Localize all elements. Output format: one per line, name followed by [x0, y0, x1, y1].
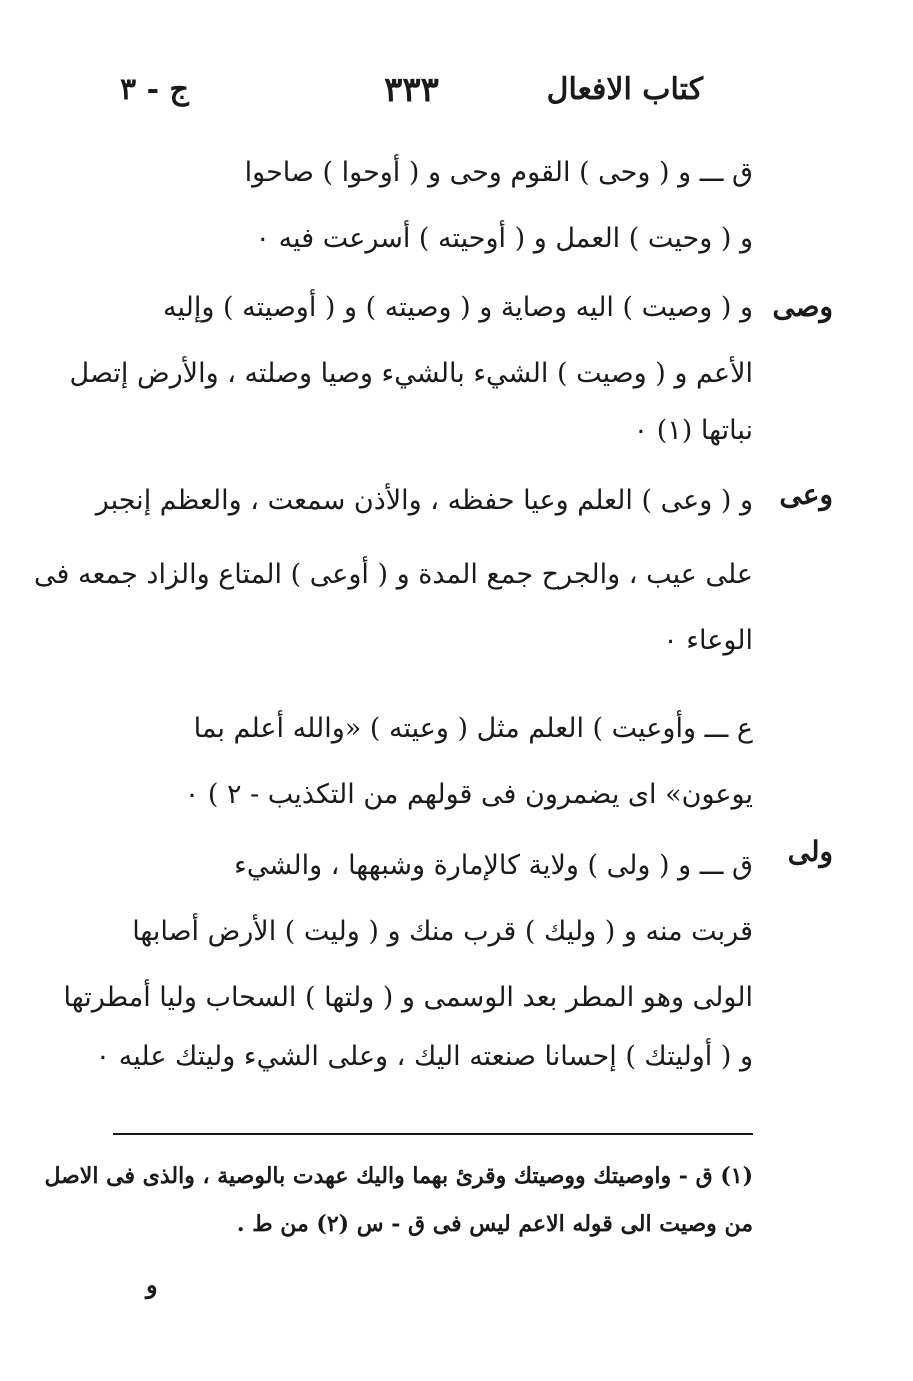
text-line: على عيب ، والجرح جمع المدة و ( أوعى ) المتاع والزاد جمعه فى — [34, 559, 753, 590]
root-word: وصى — [772, 290, 833, 323]
entry-block — [69, 275, 753, 455]
text-line: ق ـــ و ( ولى ) ولاية كالإمارة وشبهها ، والشيء — [234, 850, 753, 881]
book-title: كتاب الافعال — [546, 72, 703, 107]
text-line: و ( وعى ) العلم وعيا حفظه ، والأذن سمعت ، والعظم إنجبر — [95, 485, 753, 516]
entry-block — [63, 833, 753, 1083]
entry-block — [108, 140, 753, 272]
text-line: و ( أوليتك ) إحسانا صنعته اليك ، وعلى الشيء وليتك عليه ٠ — [95, 1041, 753, 1072]
page-number: ٣٣٣ — [384, 70, 439, 110]
footnote-line: (١) ق - واوصيتك ووصيتك وقرئ بهما واليك عهدت بالوصية ، والذى فى الاصل — [44, 1163, 753, 1189]
footnote-line: من وصيت الى قوله الاعم ليس فى ق - س (٢) من ط . — [236, 1211, 753, 1237]
footnote-divider — [113, 1133, 753, 1135]
volume-label: ج - ٣ — [120, 72, 189, 107]
text-line: الوعاء ٠ — [663, 625, 753, 656]
text-line: ع ـــ وأوعيت ) العلم مثل ( وعيته ) «والله أعلم بما — [193, 713, 753, 744]
root-word: وعى — [779, 478, 833, 511]
footnotes — [44, 1152, 753, 1248]
text-line: و ( وحيت ) العمل و ( أوحيته ) أسرعت فيه ٠ — [255, 223, 753, 254]
root-word: ولى — [787, 835, 833, 868]
text-line: الأعم و ( وصيت ) الشيء بالشيء وصيا وصلته ، والأرض إتصل — [69, 358, 753, 389]
entry-block — [34, 468, 753, 828]
text-line: قربت منه و ( وليك ) قرب منك و ( وليت ) الأرض أصابها — [132, 916, 753, 947]
text-line: و ( وصيت ) اليه وصاية و ( وصيته ) و ( أوصيته ) وإليه — [163, 292, 753, 323]
text-line: الولى وهو المطر بعد الوسمى و ( ولتها ) السحاب وليا أمطرتها — [63, 982, 753, 1013]
catchword: و — [146, 1270, 158, 1299]
page-header — [120, 72, 703, 122]
text-line: يوعون» اى يضمرون فى قولهم من التكذيب - ٢ ) ٠ — [184, 779, 753, 810]
text-line: ق ـــ و ( وحى ) القوم وحى و ( أوحوا ) صاحوا — [244, 157, 753, 188]
text-line: نباتها (١) ٠ — [633, 415, 753, 446]
